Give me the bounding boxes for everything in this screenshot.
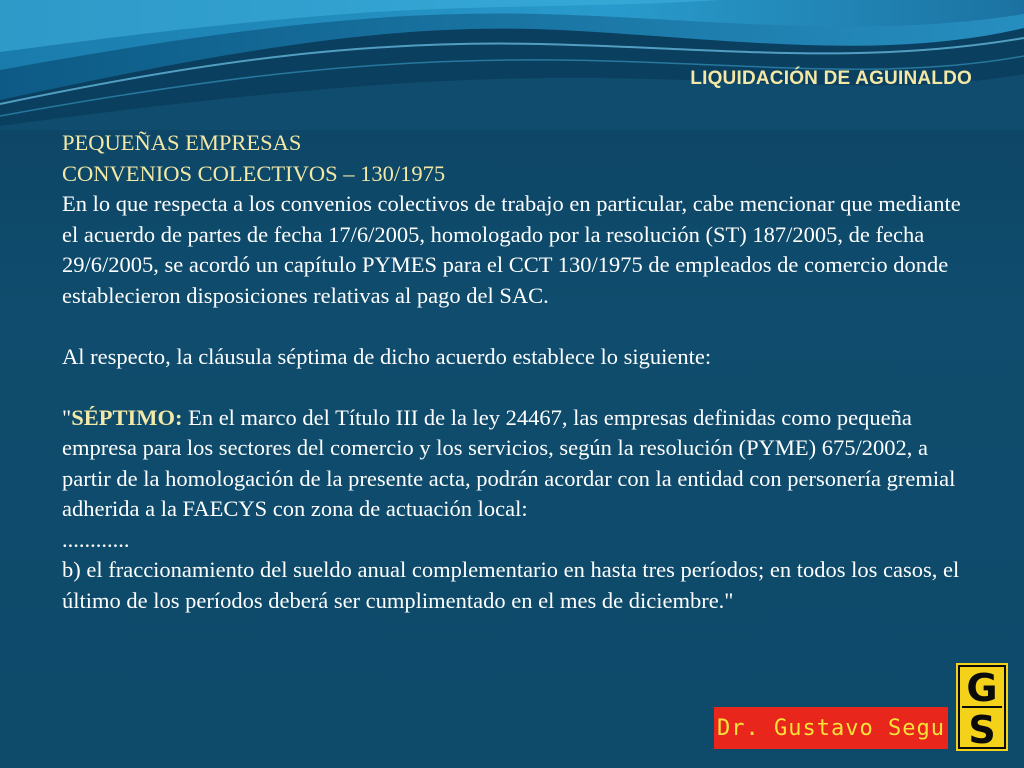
paragraph-clausula: Al respecto, la cláusula séptima de dicho acuerdo establece lo siguiente: [62, 343, 712, 369]
quote-septimo [62, 403, 972, 525]
slide-body [62, 128, 972, 616]
heading-convenios-colectivos: CONVENIOS COLECTIVOS – 130/1975 [62, 160, 446, 186]
quote-open-mark: " [62, 404, 72, 430]
signature-text: Dr. Gustavo Segu [717, 715, 945, 741]
header-wave-decoration [0, 0, 1024, 130]
item-b: b) el fraccionamiento del sueldo anual complementario en hasta tres períodos; en todos los casos, el último de los períodos deberá ser cumplimentado en el mes de diciembre." [62, 557, 960, 613]
page-title: LIQUIDACIÓN DE AGUINALDO [690, 68, 972, 89]
spacer [62, 372, 972, 403]
spacer [62, 311, 972, 342]
signature-banner [714, 707, 948, 749]
gs-logo [956, 663, 1008, 751]
gs-logo-mark [956, 663, 1008, 751]
paragraph-convenios: En lo que respecta a los convenios colectivos de trabajo en particular, cabe mencionar que mediante el acuerdo de partes de fecha 17/6/2005, homologado por la resolución (ST) 187/2005, de fecha 29/6/2005, se acordó un capítulo PYMES para el CCT 130/1975 de empleados de comercio donde establecieron disposiciones relativas al pago del SAC. [62, 191, 961, 308]
septimo-label: SÉPTIMO: [71, 404, 183, 430]
septimo-text: En el marco del Título III de la ley 24467, las empresas definidas como pequeña empresa para los sectores del comercio y los servicios, según la resolución (PYME) 675/2002, a partir de la homologación de la presente acta, podrán acordar con la entidad con personería gremial adherida a la FAECYS con zona de actuación local: [62, 404, 956, 521]
ellipsis: ............ [62, 526, 130, 552]
logo-letter-s: S [968, 708, 996, 751]
heading-pequenas-empresas: PEQUEÑAS EMPRESAS [62, 130, 302, 155]
logo-letter-g: G [966, 666, 998, 710]
